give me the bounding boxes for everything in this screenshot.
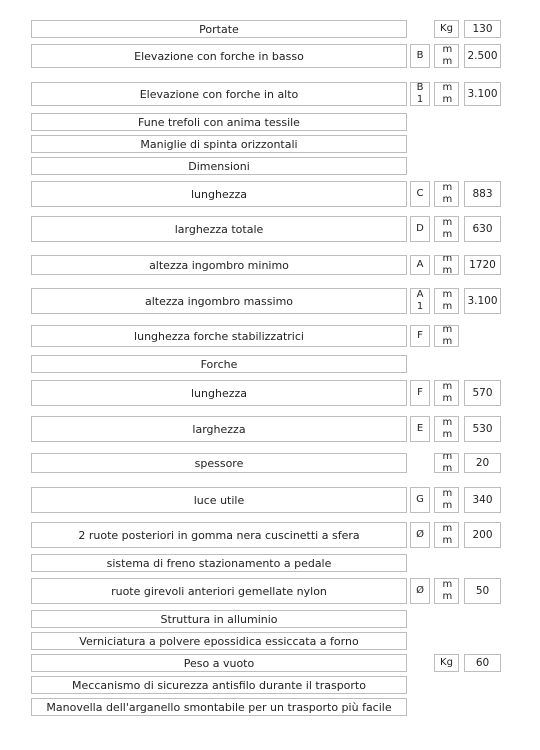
spec-unit: Kg	[434, 654, 459, 672]
spec-label: Elevazione con forche in alto	[31, 82, 407, 106]
spec-value: 50	[464, 578, 501, 604]
spec-label: Peso a vuoto	[31, 654, 407, 672]
spec-unit: mm	[434, 181, 459, 207]
spec-label: 2 ruote posteriori in gomma nera cuscinetti a sfera	[31, 522, 407, 548]
table-row	[0, 698, 540, 716]
spec-label: larghezza totale	[31, 216, 407, 242]
spec-code: F	[410, 380, 430, 406]
table-row	[0, 181, 540, 207]
spec-label: Fune trefoli con anima tessile	[31, 113, 407, 131]
table-row	[0, 82, 540, 106]
spec-code: E	[410, 416, 430, 442]
table-row	[0, 632, 540, 650]
spec-label: ruote girevoli anteriori gemellate nylon	[31, 578, 407, 604]
table-row	[0, 288, 540, 314]
spec-code: G	[410, 487, 430, 513]
spec-unit: mm	[434, 82, 459, 106]
table-row	[0, 113, 540, 131]
spec-value: 200	[464, 522, 501, 548]
table-row	[0, 44, 540, 68]
spec-unit: mm	[434, 288, 459, 314]
spec-label: lunghezza forche stabilizzatrici	[31, 325, 407, 347]
table-row	[0, 453, 540, 473]
spec-label: lunghezza	[31, 380, 407, 406]
table-row	[0, 157, 540, 175]
spec-code: D	[410, 216, 430, 242]
spec-code: A	[410, 255, 430, 275]
spec-label: altezza ingombro massimo	[31, 288, 407, 314]
spec-unit: mm	[434, 44, 459, 68]
table-row	[0, 255, 540, 275]
spec-unit: mm	[434, 416, 459, 442]
spec-unit: mm	[434, 380, 459, 406]
table-row	[0, 487, 540, 513]
spec-value: 630	[464, 216, 501, 242]
spec-unit: mm	[434, 453, 459, 473]
table-row	[0, 416, 540, 442]
spec-value: 60	[464, 654, 501, 672]
table-row	[0, 355, 540, 373]
spec-value: 570	[464, 380, 501, 406]
spec-value: 3.100	[464, 288, 501, 314]
table-row	[0, 610, 540, 628]
table-row	[0, 654, 540, 672]
spec-code: A1	[410, 288, 430, 314]
table-row	[0, 135, 540, 153]
spec-value: 130	[464, 20, 501, 38]
table-row	[0, 20, 540, 38]
spec-code: F	[410, 325, 430, 347]
spec-code: Ø	[410, 578, 430, 604]
spec-label: altezza ingombro minimo	[31, 255, 407, 275]
table-row	[0, 325, 540, 347]
spec-label: Meccanismo di sicurezza antisfilo durante il trasporto	[31, 676, 407, 694]
spec-value: 1720	[464, 255, 501, 275]
table-row	[0, 522, 540, 548]
spec-unit: mm	[434, 578, 459, 604]
spec-value: 20	[464, 453, 501, 473]
spec-code: B	[410, 44, 430, 68]
table-row	[0, 554, 540, 572]
table-row	[0, 676, 540, 694]
spec-unit: Kg	[434, 20, 459, 38]
spec-label: Forche	[31, 355, 407, 373]
spec-unit: mm	[434, 216, 459, 242]
spec-label: luce utile	[31, 487, 407, 513]
spec-label: larghezza	[31, 416, 407, 442]
spec-unit: mm	[434, 255, 459, 275]
spec-label: spessore	[31, 453, 407, 473]
spec-label: Struttura in alluminio	[31, 610, 407, 628]
spec-value: 530	[464, 416, 501, 442]
table-row	[0, 578, 540, 604]
spec-label: Portate	[31, 20, 407, 38]
spec-code: Ø	[410, 522, 430, 548]
spec-value: 2.500	[464, 44, 501, 68]
spec-label: sistema di freno stazionamento a pedale	[31, 554, 407, 572]
spec-unit: mm	[434, 487, 459, 513]
spec-label: Verniciatura a polvere epossidica essiccata a forno	[31, 632, 407, 650]
spec-label: Manovella dell'arganello smontabile per un trasporto più facile	[31, 698, 407, 716]
spec-value: 3.100	[464, 82, 501, 106]
spec-value: 340	[464, 487, 501, 513]
spec-label: Elevazione con forche in basso	[31, 44, 407, 68]
spec-label: lunghezza	[31, 181, 407, 207]
spec-label: Dimensioni	[31, 157, 407, 175]
spec-code: B1	[410, 82, 430, 106]
spec-unit: mm	[434, 522, 459, 548]
spec-value: 883	[464, 181, 501, 207]
table-row	[0, 380, 540, 406]
table-row	[0, 216, 540, 242]
spec-code: C	[410, 181, 430, 207]
spec-label: Maniglie di spinta orizzontali	[31, 135, 407, 153]
spec-unit: mm	[434, 325, 459, 347]
